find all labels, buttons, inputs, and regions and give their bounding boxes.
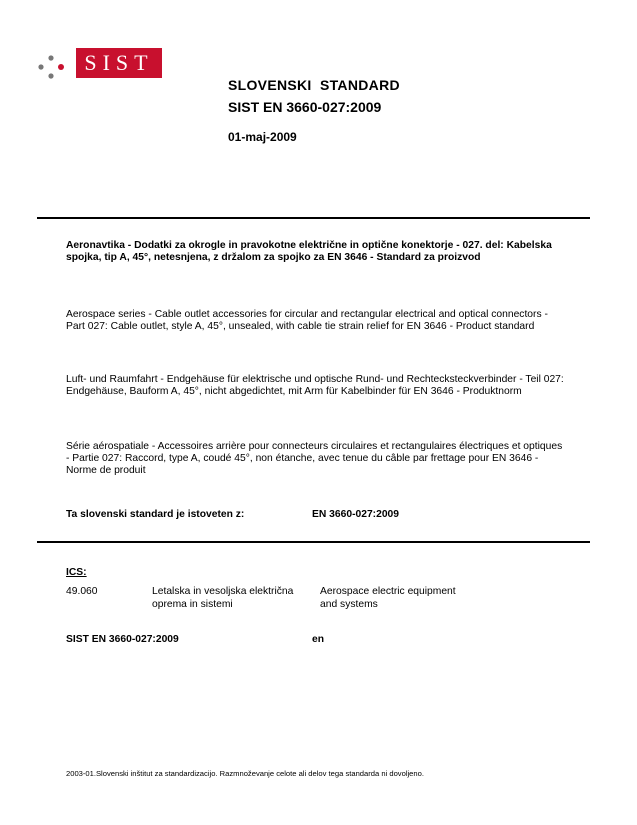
- standard-type-heading: SLOVENSKI STANDARD: [228, 77, 400, 93]
- ics-description-slovenian: Letalska in vesoljska električna oprema in sistemi: [152, 586, 294, 610]
- standard-id-heading: SIST EN 3660-027:2009: [228, 99, 382, 115]
- identical-label: Ta slovenski standard je istoveten z:: [66, 509, 245, 520]
- sist-logo-dots: [37, 52, 67, 82]
- ics-description-english: Aerospace electric equipment and systems: [320, 586, 456, 610]
- publication-date: 01-maj-2009: [228, 130, 297, 144]
- bottom-standard-id: SIST EN 3660-027:2009: [66, 634, 179, 645]
- title-slovenian: Aeronavtika - Dodatki za okrogle in pravokotne električne in optične konektorje - 027. del: Kabelska spojka, tip A, 45°, netesnjena, z držalom za spojko za EN 3646 - Standard za proizvod: [66, 240, 552, 263]
- copyright-footer: 2003-01.Slovenski inštitut za standardizacijo. Razmnoževanje celote ali delov tega standarda ni dovoljeno.: [66, 769, 424, 778]
- sist-logo: SIST: [76, 48, 162, 78]
- ics-label: ICS:: [66, 567, 87, 578]
- title-french: Série aérospatiale - Accessoires arrière pour connecteurs circulaires et rectangulaires électriques et optiques - Partie 027: Raccord, type A, coudé 45°, non étanche, avec tenue du câble par frettage pour EN 3646 - Norme de produit: [66, 441, 563, 476]
- title-english: Aerospace series - Cable outlet accessories for circular and rectangular electrical and optical connectors - Part 027: Cable outlet, style A, 45°, unsealed, with cable tie strain relief for EN 3646 - Product standard: [66, 309, 548, 332]
- language-code: en: [312, 634, 325, 645]
- title-german: Luft- und Raumfahrt - Endgehäuse für elektrische und optische Rund- und Rechtecksteckverbinder - Teil 027: Endgehäuse, Bauform A, 45°, nicht abgedichtet, mit Arm für Kabelbinder für EN 3646 - Produktnorm: [66, 374, 564, 397]
- bottom-divider: [37, 541, 590, 543]
- top-divider: [37, 217, 590, 219]
- identical-value: EN 3660-027:2009: [312, 509, 400, 520]
- ics-code: 49.060: [66, 586, 98, 597]
